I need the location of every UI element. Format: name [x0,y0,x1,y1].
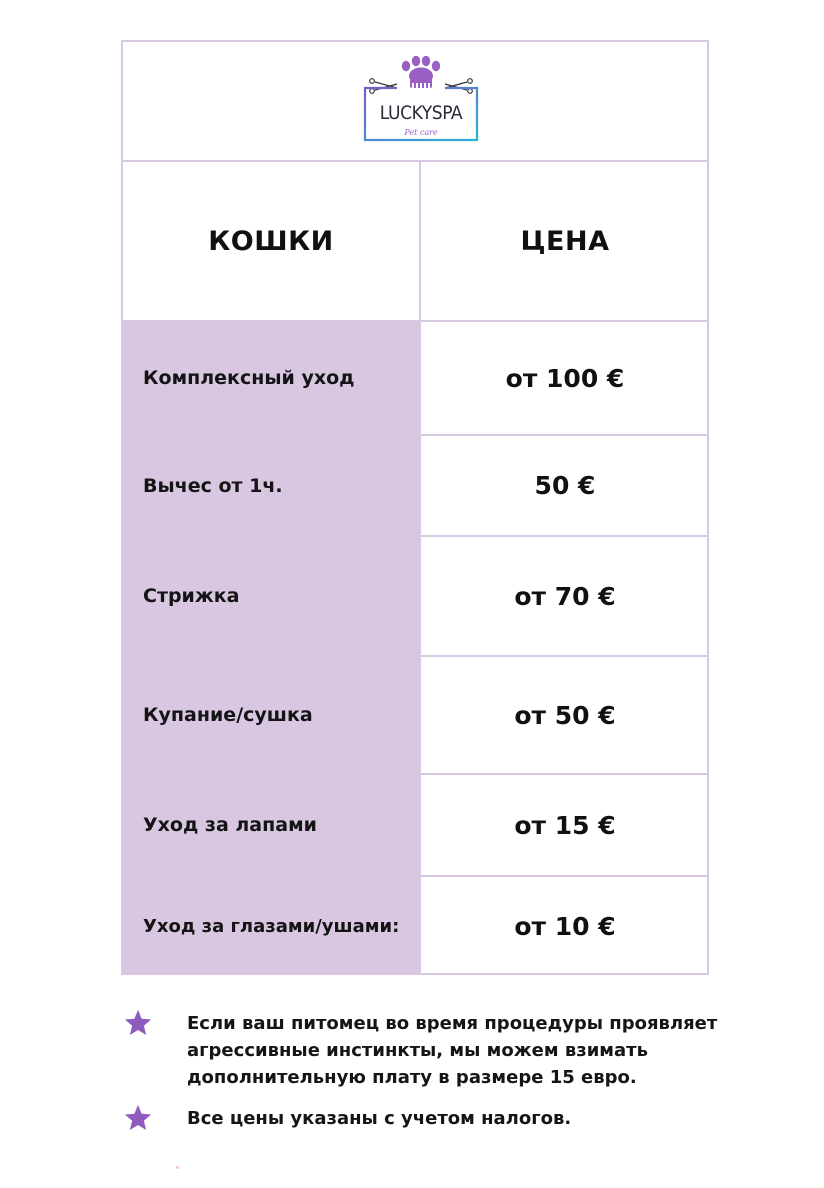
table-row [123,775,707,877]
price-list-sheet [121,40,709,975]
service-name: Уход за лапами [123,775,419,875]
brand-tagline: Pet care [404,128,438,137]
table-header-row [123,162,707,322]
service-price: от 100 € [505,363,625,393]
table-row [123,436,707,537]
table-row [123,537,707,657]
service-name: Вычес от 1ч. [123,436,419,535]
note-text: Если ваш питомец во время процедуры проявляет агрессивные инстинкты, мы можем взимать дополнительную плату в размере 15 евро. [187,1013,718,1088]
service-price: от 15 € [514,810,616,840]
service-price: от 50 € [514,700,616,730]
note-item [121,1010,741,1091]
table-row [123,322,707,436]
service-name: Комплексный уход [123,322,419,434]
scissors-icon-left [370,79,397,94]
footnotes [121,1010,741,1146]
price-table-body [123,322,707,975]
logo-row [123,42,707,162]
luckyspa-logo [361,56,481,144]
note-item [121,1105,741,1132]
note-text: Все цены указаны с учетом налогов. [187,1108,572,1129]
service-name: Стрижка [123,537,419,655]
service-name: Купание/сушка [123,657,419,773]
service-name: Уход за глазами/ушами: [123,877,419,975]
brand-wordmark: LUCKYSPA [379,102,463,124]
column-header-service: КОШКИ [208,225,334,257]
star-icon [123,1103,153,1133]
service-price: 50 € [534,471,596,500]
decorative-dot [176,1166,179,1169]
star-icon [123,1008,153,1038]
table-row [123,877,707,975]
table-row [123,657,707,775]
service-price: от 10 € [514,911,616,941]
service-price: от 70 € [514,581,616,611]
scissors-icon-right [445,79,472,94]
column-header-price: ЦЕНА [520,225,610,257]
